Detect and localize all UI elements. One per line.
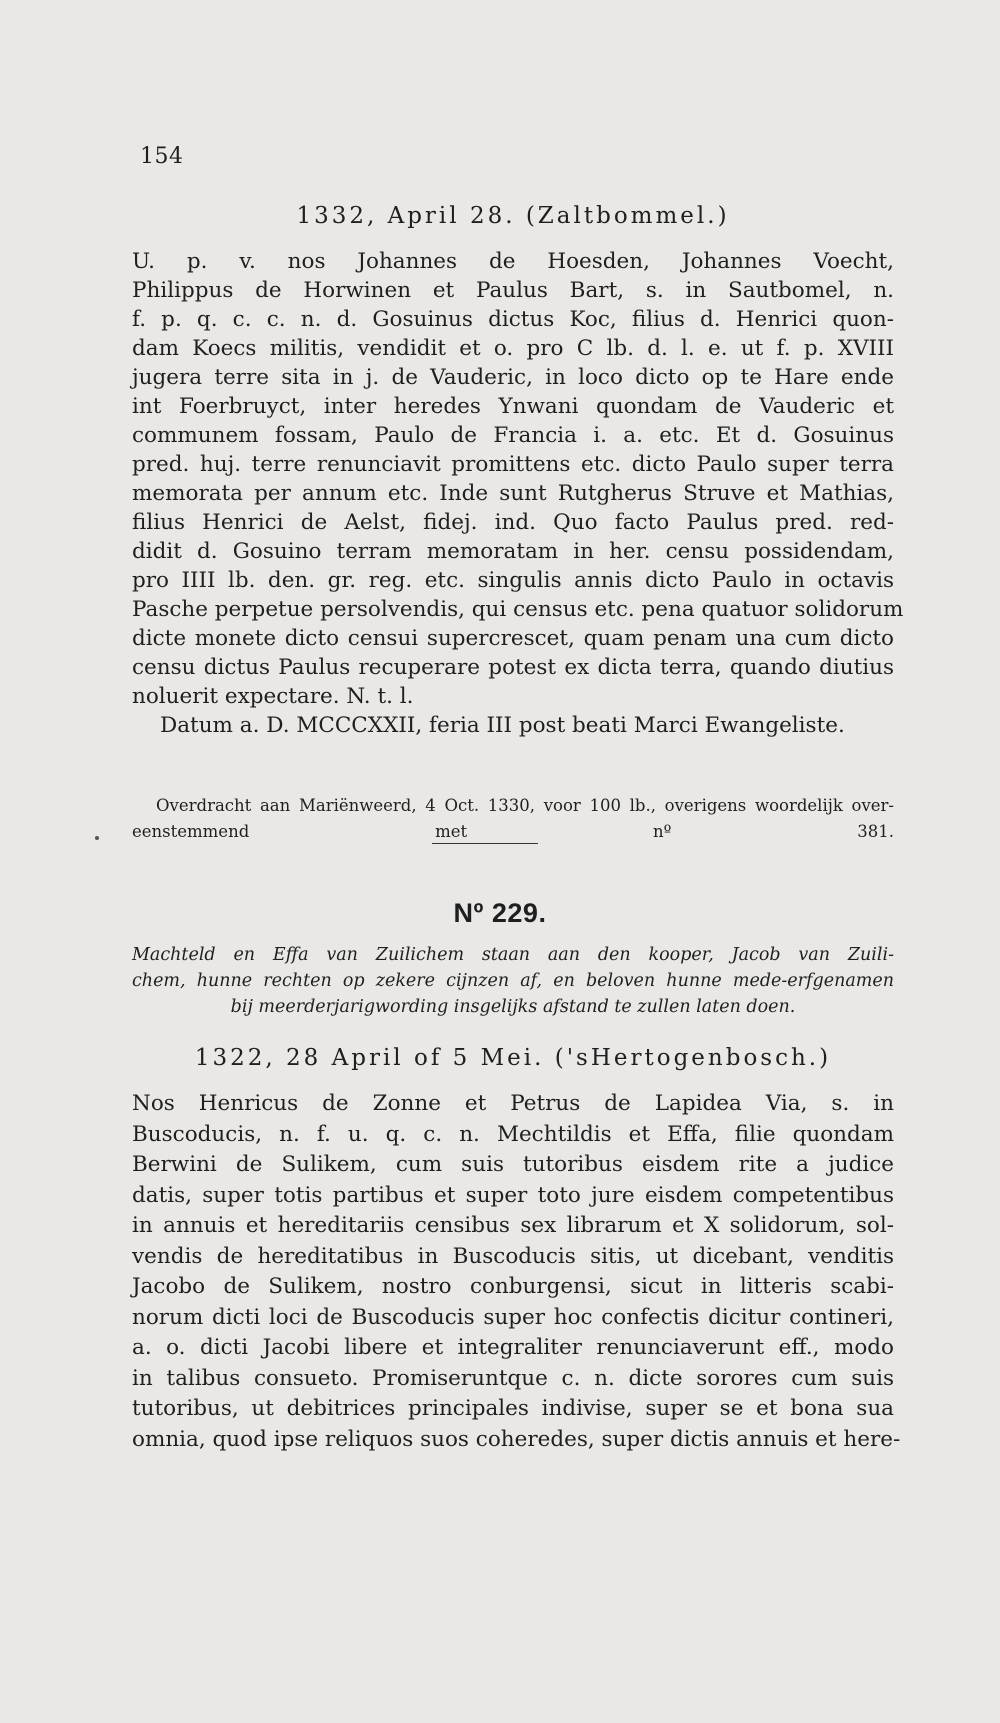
text-line: pred. huj. terre renunciavit promittens etc. dicto Paulo super terra	[132, 452, 894, 477]
page-number: 154	[140, 144, 184, 169]
text-line: in talibus consueto. Promiseruntque c. n. dicte sorores cum suis	[132, 1365, 894, 1391]
summary-line: bij meerderjarigwording insgelijks afstand te zullen laten doen.	[230, 997, 796, 1017]
text-line: int Foerbruyct, inter heredes Ynwani quondam de Vauderic et	[132, 394, 894, 419]
datum-line: Datum a. D. MCCCXXII, feria III post beati Marci Ewangeliste.	[160, 713, 845, 738]
charter-2-text	[132, 1089, 901, 1455]
text-line: Berwini de Sulikem, cum suis tutoribus eisdem rite a judice	[132, 1152, 894, 1177]
text-line: memorata per annum etc. Inde sunt Rutgherus Struve et Mathias,	[132, 481, 894, 506]
text-line: dicte monete dicto censui supercrescet, quam penam una cum dicto	[132, 626, 894, 651]
text-line: f. p. q. c. c. n. d. Gosuinus dictus Koc, filius d. Henrici quon-	[132, 307, 894, 332]
text-line: pro IIII lb. den. gr. reg. etc. singulis annis dicto Paulo in octavis	[132, 568, 894, 593]
text-line: noluerit expectare. N. t. l.	[132, 684, 414, 709]
margin-dot	[95, 836, 99, 840]
text-line: communem fossam, Paulo de Francia i. a. etc. Et d. Gosuinus	[132, 423, 894, 448]
text-line: censu dictus Paulus recuperare potest ex dicta terra, quando diutius	[132, 655, 894, 680]
text-line: filius Henrici de Aelst, fidej. ind. Quo facto Paulus pred. red-	[132, 510, 894, 535]
text-line: in annuis et hereditariis censibus sex librarum et X solidorum, sol-	[132, 1213, 894, 1238]
text-line: Philippus de Horwinen et Paulus Bart, s. in Sautbomel, n.	[132, 278, 894, 303]
text-line: tutoribus, ut debitrices principales indivise, super se et bona sua	[132, 1396, 894, 1421]
text-line: Jacobo de Sulikem, nostro conburgensi, sicut in litteris scabi-	[132, 1274, 894, 1299]
note-line: eenstemmend met nº 381.	[132, 822, 894, 841]
charter-1-text	[132, 247, 904, 740]
charter-1-dateline: 1332, April 28. (Zaltbommel.)	[296, 203, 730, 229]
text-line: didit d. Gosuino terram memoratam in her. censu possidendam,	[132, 539, 894, 564]
text-line: norum dicti loci de Buscoducis super hoc confectis dicitur contineri,	[132, 1304, 894, 1330]
charter-2-number: Nº 229.	[453, 898, 547, 928]
text-line: datis, super totis partibus et super toto jure eisdem competentibus	[132, 1182, 894, 1208]
text-line: omnia, quod ipse reliquos suos coheredes, super dictis annuis et here-	[132, 1426, 901, 1452]
text-line: vendis de hereditatibus in Buscoducis sitis, ut dicebant, venditis	[132, 1243, 894, 1269]
text-line: U. p. v. nos Johannes de Hoesden, Johannes Voecht,	[132, 249, 894, 274]
text-line: jugera terre sita in j. de Vauderic, in loco dicto op te Hare ende	[132, 365, 894, 390]
summary-line: Machteld en Effa van Zuilichem staan aan den kooper, Jacob van Zuili-	[132, 945, 894, 965]
charter-2-summary	[132, 942, 894, 1020]
note-line: Overdracht aan Mariënweerd, 4 Oct. 1330, voor 100 lb., overigens woordelijk over-	[156, 796, 894, 815]
text-line: dam Koecs militis, vendidit et o. pro C lb. d. l. e. ut f. p. XVIII	[132, 336, 894, 361]
text-line: a. o. dicti Jacobi libere et integraliter renunciaverunt eff., modo	[132, 1335, 894, 1360]
text-line: Pasche perpetue persolvendis, qui census etc. pena quatuor solidorum	[132, 597, 904, 622]
charter-2-dateline: 1322, 28 April of 5 Mei. ('sHertogenbosch.)	[194, 1045, 832, 1071]
text-line: Nos Henricus de Zonne et Petrus de Lapidea Via, s. in	[132, 1091, 894, 1116]
text-line: Buscoducis, n. f. u. q. c. n. Mechtildis et Effa, filie quondam	[132, 1121, 894, 1147]
section-divider	[432, 843, 538, 844]
charter-1-note	[132, 793, 894, 845]
summary-line: chem, hunne rechten op zekere cijnzen af, en beloven hunne mede-erfgenamen	[132, 971, 894, 991]
